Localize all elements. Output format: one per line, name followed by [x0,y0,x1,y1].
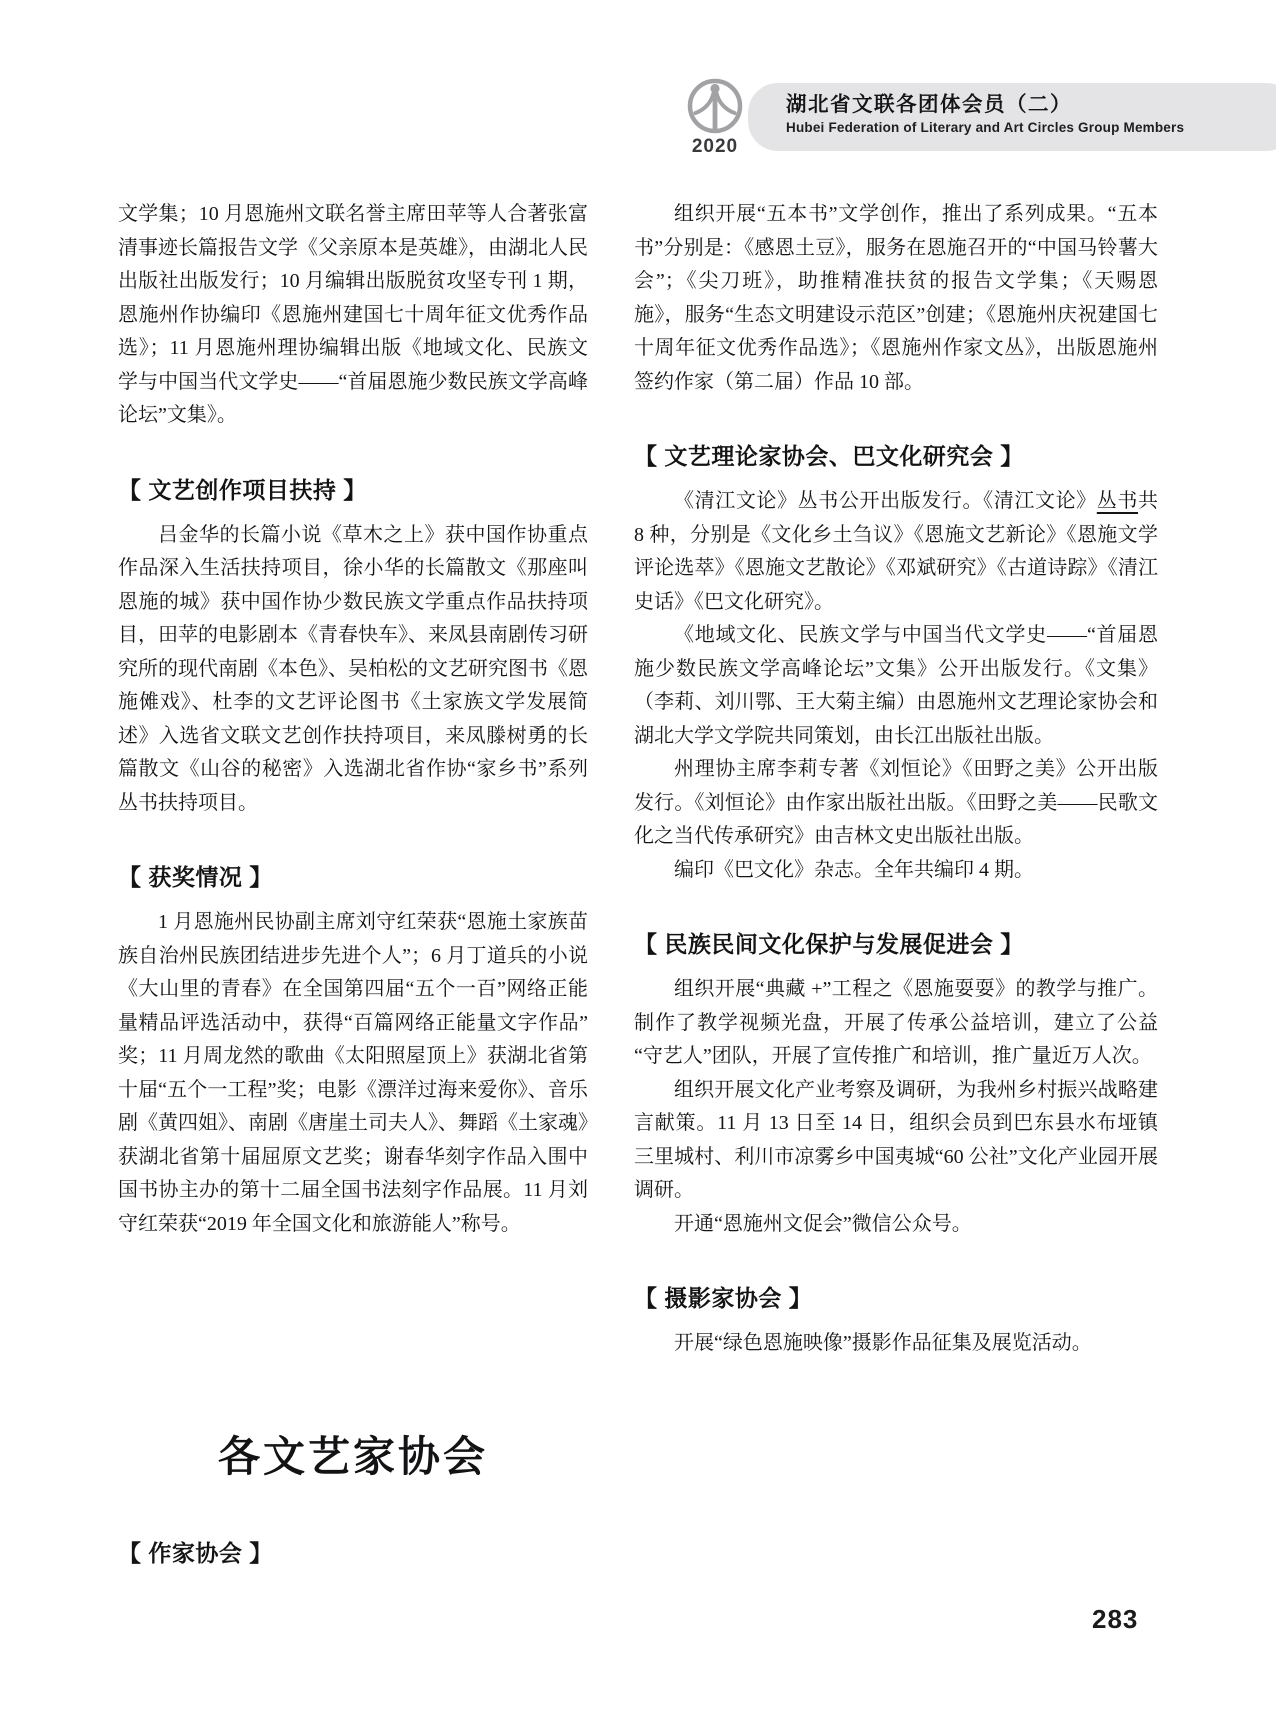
right-intro-paragraph: 组织开展“五本书”文学创作，推出了系列成果。“五本书”分别是：《感恩土豆》，服务在恩施召开的“中国马铃薯大会”；《尖刀班》，助推精准扶贫的报告文学集；《天赐恩施》，服务“生态文明建设示范区”创建；《恩施州庆祝建国七十周年征文优秀作品选》；《恩施州作家文丛》，出版恩施州签约作家（第二届）作品 10 部。 [634,203,1158,393]
qingjiang-text-c: 共 8 种，分别是《文化乡土刍议》《恩施文艺新论》《恩施文学评论选萃》《恩施文艺散论》《邓斌研究》《古道诗踪》《清江史话》《巴文化研究》。 [634,490,1159,613]
ba-culture-magazine-paragraph: 编印《巴文化》杂志。全年共编印 4 期。 [674,858,1034,881]
section-heading-writers-association: 【 作家协会 】 [118,1540,273,1566]
right-column [634,198,1158,1582]
section-heading-creation-support: 【 文艺创作项目扶持 】 [118,476,367,503]
industry-research-paragraph: 组织开展文化产业考察及调研，为我州乡村振兴战略建言献策。11 月 13 日至 14 日，组织会员到巴东县水布垭镇三里城村、利川市凉雾乡中国夷城“60 公社”文化产业园开展调研。 [634,1078,1158,1201]
section-heading-theory-association: 【 文艺理论家协会、巴文化研究会 】 [634,443,1024,469]
page-number: 283 [1092,1604,1139,1634]
diancang-project-paragraph: 组织开展“典藏 +”工程之《恩施耍耍》的教学与推广。制作了教学视频光盘，开展了传承公益培训，建立了公益“守艺人”团队，开展了宣传推广和培训，推广量近万人次。 [634,978,1158,1067]
header-title-english: Hubei Federation of Literary and Art Circles Group Members [786,120,1185,135]
left-intro-paragraph: 文学集；10 月恩施州文联名誉主席田苹等人合著张富清事迹长篇报告文学《父亲原本是英雄》，由湖北人民出版社出版发行；10 月编辑出版脱贫攻坚专刊 1 期，恩施州作协编印《恩施州建国七十周年征文优秀作品选》；11 月恩施州理协编辑出版《地域文化、民族文学与中国当代文学史——“首届恩施少数民族文学高峰论坛”文集》。 [118,203,588,426]
federation-logo [682,78,748,158]
regional-culture-collection-paragraph: 《地域文化、民族文学与中国当代文学史——“首届恩施少数民族文学高峰论坛”文集》公开出版发行。《文集》（李莉、刘川鄂、王大菊主编）由恩施州文艺理论家协会和湖北大学文学院共同策划，由长江出版社出版。 [634,624,1158,747]
section-heading-folk-culture-association: 【 民族民间文化保护与发展促进会 】 [634,931,1024,957]
chapter-title-art-associations: 各文艺家协会 [217,1433,488,1480]
page-header-banner [748,83,1276,151]
logo-year-label: 2020 [691,136,739,157]
photography-activity-paragraph: 开展“绿色恩施映像”摄影作品征集及展览活动。 [674,1332,1092,1354]
federation-logo-icon [685,78,745,135]
left-column [118,198,588,1582]
qingjiang-text-a: 《清江文论》丛书公开出版发行。《清江文论》 [674,490,1097,512]
section-heading-photographers-association: 【 摄影家协会 】 [634,1285,813,1311]
page-body [118,198,1158,1582]
header-title-chinese: 湖北省文联各团体会员（二） [786,93,1072,116]
qingjiang-series-paragraph [634,485,1158,619]
wechat-account-paragraph: 开通“恩施州文促会”微信公众号。 [674,1212,972,1235]
lili-monographs-paragraph: 州理协主席李莉专著《刘恒论》《田野之美》公开出版发行。《刘恒论》由作家出版社出版。《田野之美——民歌文化之当代传承研究》由吉林文史出版社出版。 [634,758,1158,847]
qingjiang-text-underlined: 丛书 [1096,490,1139,512]
awards-paragraph: 1 月恩施州民协副主席刘守红荣获“恩施土家族苗族自治州民族团结进步先进个人”；6 月丁道兵的小说《大山里的青春》在全国第四届“五个一百”网络正能量精品评选活动中，获得“百篇网络正能量文字作品”奖；11 月周龙然的歌曲《太阳照屋顶上》获湖北省第十届“五个一工程”奖；电影《漂洋过海来爱你》、音乐剧《黄四姐》、南剧《唐崖土司夫人》、舞蹈《土家魂》获湖北省第十届屈原文艺奖；谢春华刻字作品入围中国书协主办的第十二届全国书法刻字作品展。11 月刘守红荣获“2019 年全国文化和旅游能人”称号。 [118,911,588,1235]
section-heading-awards: 【 获奖情况 】 [118,864,273,890]
creation-support-paragraph: 吕金华的长篇小说《草木之上》获中国作协重点作品深入生活扶持项目，徐小华的长篇散文《那座叫恩施的城》获中国作协少数民族文学重点作品扶持项目，田苹的电影剧本《青春快车》、来凤县南剧传习研究所的现代南剧《本色》、吴柏松的文艺研究图书《恩施傩戏》、杜李的文艺评论图书《土家族文学发展简述》入选省文联文艺创作扶持项目，来凤滕树勇的长篇散文《山谷的秘密》入选湖北省作协“家乡书”系列丛书扶持项目。 [118,523,588,814]
